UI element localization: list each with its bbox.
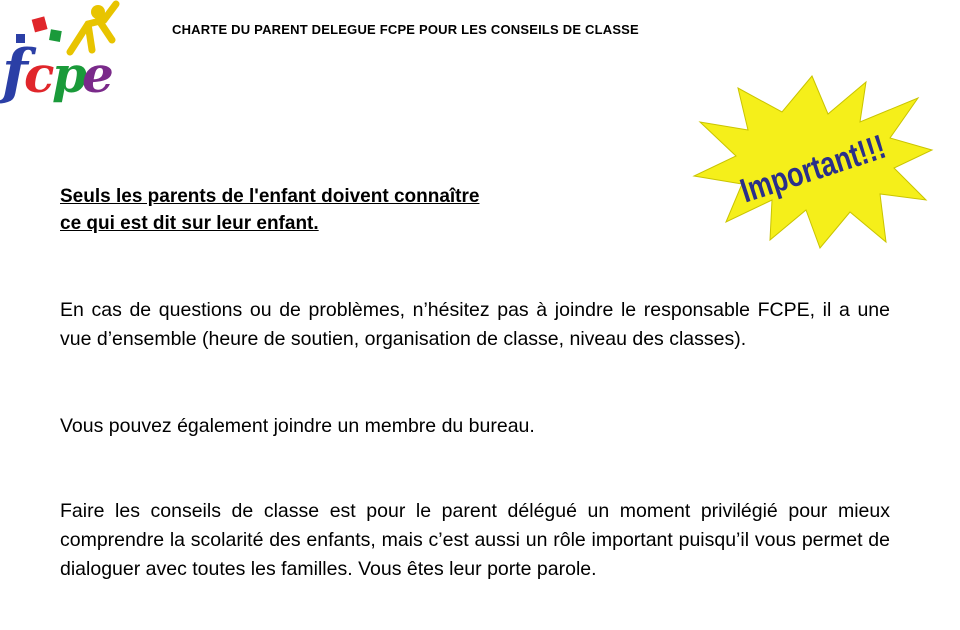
- confidentiality-line-1: Seuls les parents de l'enfant doivent connaître: [60, 186, 480, 207]
- paragraph-contact-bureau: Vous pouvez également joindre un membre du bureau.: [60, 415, 535, 437]
- paragraph-role: Faire les conseils de classe est pour le parent délégué un moment privilégié pour mieux comprendre la scolarité des enfants, mais c’est aussi un rôle important puisqu’il vous permet de dialoguer avec toutes les familles. Vous êtes leur porte parole.: [60, 500, 890, 580]
- paragraph-contact-fcpe: En cas de questions ou de problèmes, n’hésitez pas à joindre le responsable FCPE, il a une vue d’ensemble (heure de soutien, organisation de classe, niveau des classes).: [60, 299, 890, 350]
- svg-text:c: c: [24, 45, 55, 104]
- svg-text:f: f: [2, 37, 28, 107]
- page-header-title: CHARTE DU PARENT DELEGUE FCPE POUR LES CONSEILS DE CLASSE: [172, 22, 639, 37]
- important-text: Important!!!: [735, 115, 930, 211]
- important-star-badge: [690, 72, 935, 250]
- fcpe-logo: [0, 0, 125, 118]
- svg-text:e: e: [82, 45, 114, 104]
- confidentiality-line-2: ce qui est dit sur leur enfant.: [60, 213, 319, 234]
- confidentiality-notice: [60, 183, 620, 237]
- svg-text:p: p: [52, 45, 87, 104]
